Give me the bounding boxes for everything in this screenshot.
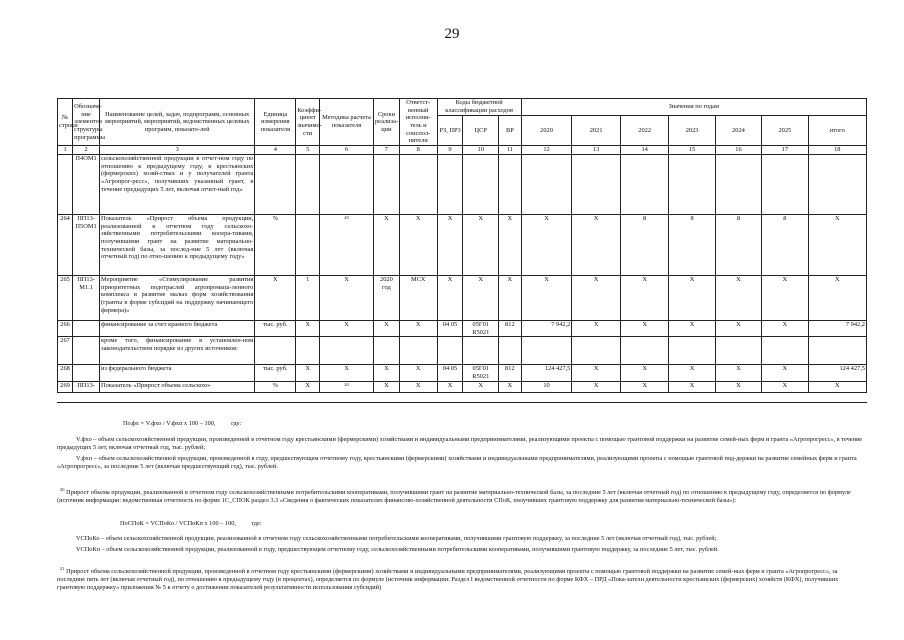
row-total — [808, 337, 866, 365]
row-coef: 1 — [296, 275, 320, 320]
row-code — [73, 365, 100, 382]
row-2020: Х — [521, 275, 572, 320]
footnote-ref: 20 — [344, 382, 349, 388]
row-code: ПП13-П5ОМ1 — [73, 214, 100, 275]
row-vr: Х — [499, 214, 522, 275]
row-resp: Х — [399, 214, 437, 275]
footnote-divider — [57, 402, 867, 403]
row-name: финансирование за счет краевого бюджета — [100, 320, 255, 336]
row-code — [73, 337, 100, 365]
row-2023: 8 — [669, 214, 715, 275]
row-coef: Х — [296, 365, 320, 382]
row-2020: 10 — [521, 382, 572, 393]
row-total: Х — [808, 382, 866, 393]
row-2025: Х — [762, 320, 808, 336]
row-rz: 04 05 — [437, 320, 463, 336]
row-2023 — [669, 337, 715, 365]
header-terms: Сроки реализа-ции — [373, 99, 399, 146]
row-vr — [499, 154, 522, 214]
row-name: из федерального бюджета — [100, 365, 255, 382]
table-row — [58, 365, 867, 382]
row-rz — [437, 337, 463, 365]
row-total: Х — [808, 214, 866, 275]
table-row — [58, 154, 867, 214]
column-number: 1 — [58, 146, 73, 155]
row-2021 — [572, 337, 621, 365]
header-2025: 2025 — [762, 116, 808, 146]
column-number: 7 — [373, 146, 399, 155]
row-rz: Х — [437, 275, 463, 320]
row-2022: Х — [620, 382, 669, 393]
row-name: Показатель «Прирост объема сельскохо- — [100, 382, 255, 393]
row-num: 268 — [58, 365, 73, 382]
column-number: 17 — [762, 146, 808, 155]
row-method — [320, 382, 374, 393]
header-vr: ВР — [499, 116, 522, 146]
row-rz: 04 05 — [437, 365, 463, 382]
header-name: Наименование целей, задач, подпрограмм, основных мероприятий, мероприятий, ведомственных целевых программ, показате-лей — [100, 99, 255, 146]
definition-2a: VСПоКо – объем сельскохозяйственной продукции, реализованной в отчетном году сельскохозяйственными потребительскими кооперативами, получившими грантовую поддержку, за последние 5 лет (включая отчетный год), тыс. рублей; — [76, 535, 717, 542]
row-name: Показатель «Прирост объема продукции, реализованной в отчетном году сельскохо-зяйственными потребительскими кооера-тивами, получившими грант на развитие материально-технической базы, за послед-ние 5 лет (включая отчетный год) по отно-шению к предыдущему году» — [100, 214, 255, 275]
header-responsible: Ответст-венный исполни-тель и соиспол-нители — [399, 99, 437, 146]
header-2020: 2020 — [521, 116, 572, 146]
row-csr: Х — [463, 214, 499, 275]
row-unit: тыс. руб. — [255, 365, 296, 382]
row-2025: Х — [762, 382, 808, 393]
row-resp: МСХ — [399, 275, 437, 320]
row-terms — [373, 154, 399, 214]
row-method — [320, 214, 374, 275]
row-rz — [437, 154, 463, 214]
row-2020 — [521, 337, 572, 365]
row-total: Х — [808, 275, 866, 320]
row-coef — [296, 214, 320, 275]
row-csr: 05Г01 R5021 — [463, 320, 499, 336]
row-2021: Х — [572, 382, 621, 393]
header-num: № строки — [58, 99, 73, 146]
page-number: 29 — [444, 26, 460, 42]
header-2021: 2021 — [572, 116, 621, 146]
row-name: Мероприятие «Стимулирование развития приоритетных подотраслей агропромыш-ленного комплекса и развитие малых форм хозяйствования (гранты в форме субсидий на поддержку начинающего фермера)» — [100, 275, 255, 320]
row-resp: Х — [399, 365, 437, 382]
row-method: Х — [320, 320, 374, 336]
table-row — [58, 337, 867, 365]
definition-1a: Vᵢфхо – объем сельскохозяйственной продукции, произведенной в отчетном году крестьянскими (фермерскими) хозяйствами и индивидуальными предпринимателями, реализующими проекты с помощью грантовой поддержки на развитие семей-ных ферм и гранта «Агропрогресс», в течение предыдущих 5 лет, включая отчетный год, тыс. рублей; — [57, 436, 863, 452]
row-total: 124 427,5 — [808, 365, 866, 382]
footnote-21-text: Прирост объема сельскохозяйственной продукции, произведенной в отчетном году крестьянскими (фермерскими) хозяйствами и индивидуальными предпринимателями, реализующими проекты с помощью грантовой поддержки на развитие семей-ных ферм и гранта «Агропрогресс», за последние пять лет (включая отчетный год), по отношению к предыдущему году (в процентах), определяется по формуле (источник информации: Раздел I ведомственной отчетности по форме КФХ – ПРД «Пока-затели деятельности крестьянских (фермерских) хозяйств (КФХ), получивших грантовую поддержку» приложения № 5 к отчету о достижении показателей результативности использования субсидий) — [57, 568, 839, 592]
header-coef: Коэффи-циент значимо-сти — [296, 99, 320, 146]
row-2021: Х — [572, 320, 621, 336]
row-total — [808, 154, 866, 214]
row-2025 — [762, 154, 808, 214]
table-row — [58, 214, 867, 275]
row-vr: 812 — [499, 320, 522, 336]
row-coef — [296, 337, 320, 365]
column-number: 3 — [100, 146, 255, 155]
row-resp: Х — [399, 320, 437, 336]
column-numbers-row — [58, 146, 867, 155]
row-csr: 05Г01 R5021 — [463, 365, 499, 382]
header-csr: ЦСР — [463, 116, 499, 146]
row-num — [58, 154, 73, 214]
row-csr: Х — [463, 382, 499, 393]
row-coef: Х — [296, 320, 320, 336]
formula-1-where: где: — [231, 420, 242, 427]
header-unit: Единица измерения показателя — [255, 99, 296, 146]
formula-2 — [120, 520, 262, 528]
row-2023 — [669, 154, 715, 214]
row-vr — [499, 337, 522, 365]
row-unit: Х — [255, 275, 296, 320]
header-method: Методика расчета показателя — [320, 99, 374, 146]
row-terms: Х — [373, 365, 399, 382]
row-2024: Х — [715, 382, 761, 393]
row-2024 — [715, 154, 761, 214]
row-2021: Х — [572, 214, 621, 275]
row-unit — [255, 154, 296, 214]
row-terms: 2020 год — [373, 275, 399, 320]
row-csr: Х — [463, 275, 499, 320]
row-2022: Х — [620, 275, 669, 320]
row-vr: 812 — [499, 365, 522, 382]
row-terms: Х — [373, 214, 399, 275]
header-2024: 2024 — [715, 116, 761, 146]
row-unit: % — [255, 382, 296, 393]
row-unit: % — [255, 214, 296, 275]
footnote-21 — [57, 566, 867, 593]
row-2022 — [620, 337, 669, 365]
row-2020 — [521, 154, 572, 214]
row-unit — [255, 337, 296, 365]
column-number: 5 — [296, 146, 320, 155]
row-2020: 124 427,5 — [521, 365, 572, 382]
row-vr: Х — [499, 382, 522, 393]
row-method: Х — [320, 365, 374, 382]
column-number: 16 — [715, 146, 761, 155]
column-number: 10 — [463, 146, 499, 155]
column-number: 15 — [669, 146, 715, 155]
row-coef: Х — [296, 382, 320, 393]
row-2024 — [715, 337, 761, 365]
row-code — [73, 320, 100, 336]
column-number: 14 — [620, 146, 669, 155]
footnote-20 — [57, 487, 867, 505]
row-resp: Х — [399, 382, 437, 393]
row-2023: Х — [669, 365, 715, 382]
row-method — [320, 154, 374, 214]
row-2024: Х — [715, 275, 761, 320]
row-2022 — [620, 154, 669, 214]
formula-1-text: Поᵢфх = Vᵢфхо / Vᵢфхп х 100 – 100, — [123, 420, 216, 427]
row-2022: Х — [620, 365, 669, 382]
row-2022: Х — [620, 320, 669, 336]
row-num: 267 — [58, 337, 73, 365]
row-2023: Х — [669, 320, 715, 336]
row-rz: Х — [437, 382, 463, 393]
row-vr: Х — [499, 275, 522, 320]
row-terms — [373, 337, 399, 365]
row-total: 7 942,2 — [808, 320, 866, 336]
footnote-ref: 20 — [344, 214, 349, 220]
row-2023: Х — [669, 275, 715, 320]
column-number: 6 — [320, 146, 374, 155]
column-number: 18 — [808, 146, 866, 155]
row-code: ПП13- — [73, 382, 100, 393]
row-csr — [463, 337, 499, 365]
row-2020: Х — [521, 214, 572, 275]
row-2024: Х — [715, 365, 761, 382]
row-2022: 8 — [620, 214, 669, 275]
table-row — [58, 275, 867, 320]
header-total: итого — [808, 116, 866, 146]
header-values-by-year: Значения по годам — [521, 99, 866, 116]
row-num: 266 — [58, 320, 73, 336]
row-2021: Х — [572, 275, 621, 320]
row-resp — [399, 337, 437, 365]
formula-2-text: ПоСПоК = VСПоКо / VСПоКп х 100 – 100, — [120, 520, 236, 527]
row-unit: тыс. руб. — [255, 320, 296, 336]
column-number: 13 — [572, 146, 621, 155]
header-2023: 2023 — [669, 116, 715, 146]
row-terms: Х — [373, 382, 399, 393]
column-number: 2 — [73, 146, 100, 155]
footnote-21-mark: 21 — [60, 566, 65, 571]
row-2020: 7 942,2 — [521, 320, 572, 336]
row-2023: Х — [669, 382, 715, 393]
column-number: 12 — [521, 146, 572, 155]
row-num: 264 — [58, 214, 73, 275]
table-row — [58, 320, 867, 336]
program-table — [57, 98, 867, 393]
row-num: 269 — [58, 382, 73, 393]
row-method — [320, 337, 374, 365]
row-code: ПП13-М1.1 — [73, 275, 100, 320]
row-method: Х — [320, 275, 374, 320]
row-name: сельскохозяйственной продукции в отчет-ном году по отношению к предыдущему году, в крестьянских (фермерских) хозяй-ствах и у получателей гранта «Агропрог-ресс», получивших указанный грант, в течение предыдущих 5 лет, включая отчет-ный год» — [100, 154, 255, 214]
row-rz: Х — [437, 214, 463, 275]
row-code: П4ОМ1 — [73, 154, 100, 214]
column-number: 11 — [499, 146, 522, 155]
column-number: 8 — [399, 146, 437, 155]
row-name: кроме того, финансирование в установлен-ном законодательством порядке из других источников: — [100, 337, 255, 365]
header-budget-codes: Коды бюджетной классификации расходов — [437, 99, 521, 116]
row-2024: Х — [715, 320, 761, 336]
row-resp — [399, 154, 437, 214]
row-2021 — [572, 154, 621, 214]
formula-1 — [123, 420, 241, 428]
header-designation: Обозначе-ние элементов структуры программы — [73, 99, 100, 146]
header-2022: 2022 — [620, 116, 669, 146]
footnote-20-mark: 20 — [60, 487, 65, 492]
footnote-20-text: Прирост объема продукции, реализованной в отчетном году сельскохозяйственными потребительскими кооперативами, получившими грант на развитие материально-технической базы, за последние 5 лет (включая отчетный год) по отношению к предыдущему году, определяется по формуле (источник информации: ведомственная отчетность по форме 1С_СПОК раздел 3.3 «Сведения о фактических показателях финансово-хозяйственной деятельности СПоК, получивших грантовую поддержку для развития материально-технической базы»): — [57, 489, 851, 505]
header-rz: РЗ, ПР3 — [437, 116, 463, 146]
row-2025: Х — [762, 365, 808, 382]
row-coef — [296, 154, 320, 214]
table-row — [58, 382, 867, 393]
row-num: 265 — [58, 275, 73, 320]
row-csr — [463, 154, 499, 214]
column-number: 4 — [255, 146, 296, 155]
formula-2-where: где: — [251, 520, 262, 527]
row-2025: 8 — [762, 214, 808, 275]
row-2025: Х — [762, 275, 808, 320]
column-number: 9 — [437, 146, 463, 155]
row-terms: Х — [373, 320, 399, 336]
row-2024: 8 — [715, 214, 761, 275]
row-2021: Х — [572, 365, 621, 382]
definition-2b: VСПоКп – объем сельскохозяйственной продукции, реализованной в году, предшествующем отчетному году, сельскохозяйственными потребительскими кооперативами, получившими грантовую поддержку, за последние 5 лет, тыс. рублей. — [76, 546, 719, 553]
definition-1b: Vᵢфхп – объем сельскохозяйственной продукции, произведенной в году, предшествующем отчетному году, крестьянскими (фермерскими) хозяйствами и индивидуальными предпринимателями, реализующими проекты с помощью грантовой под-держки на развитие семейных ферм и гранта «Агропрогресс», за последние 5 лет (включая предшествующий год), тыс. рублей. — [57, 455, 857, 471]
row-2025 — [762, 337, 808, 365]
